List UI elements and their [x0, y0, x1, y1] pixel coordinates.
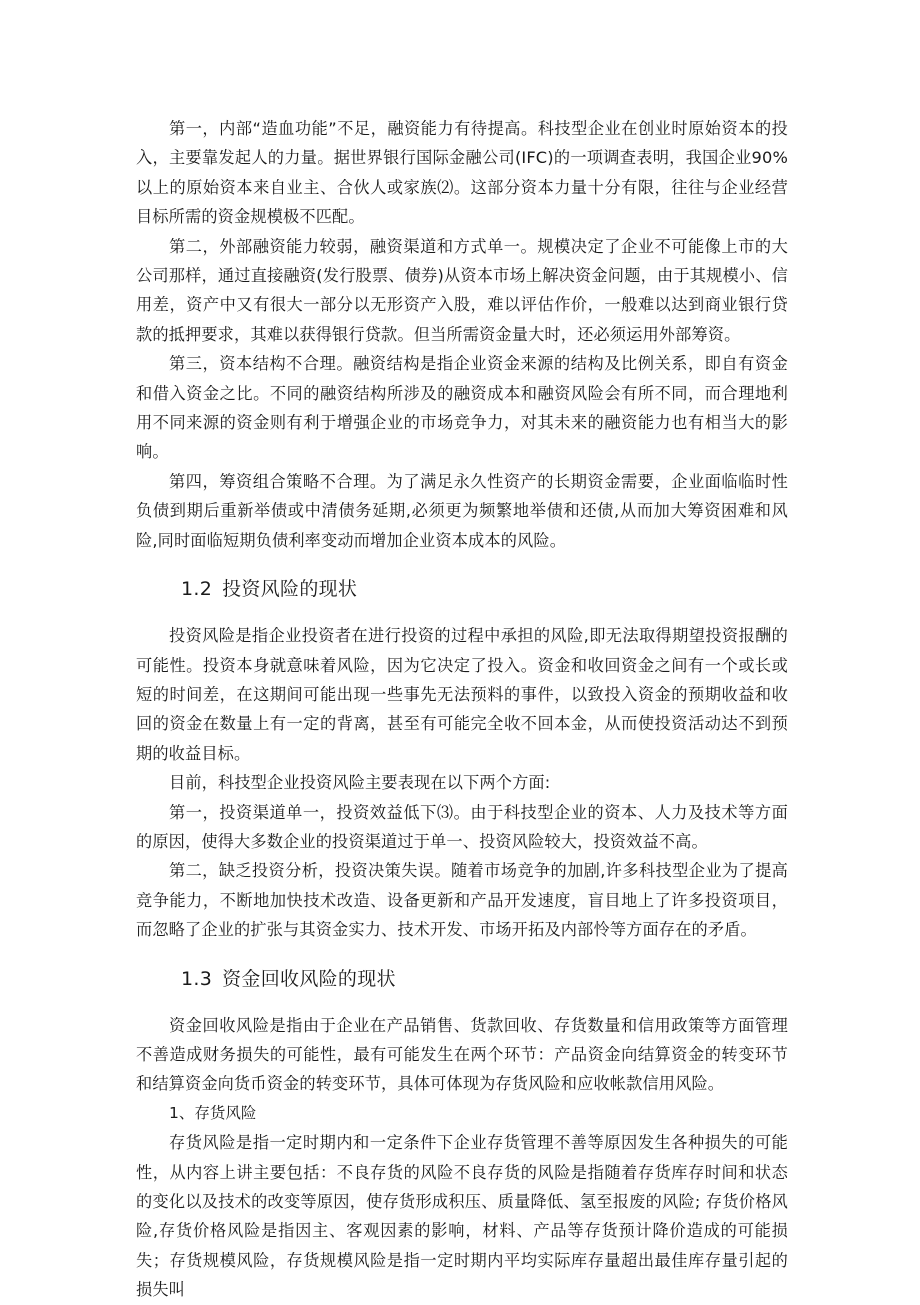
document-page: [136, 114, 788, 1305]
section-number: 1.2: [181, 578, 213, 601]
paragraph-internal-financing: 第一，内部“造血功能”不足，融资能力有待提高。科技型企业在创业时原始资本的投入，主要靠发起人的力量。据世界银行国际金融公司(IFC)的一项调查表明，我国企业90%以上的原始资本来自业主、合伙人或家族⑵。这部分资本力量十分有限，往往与企业经营目标所需的资金规模极不匹配。: [136, 119, 788, 227]
section-title: 投资风险的现状: [222, 578, 358, 601]
paragraph-investment-channel: 第一，投资渠道单一，投资效益低下⑶。由于科技型企业的资本、人力及技术等方面的原因，使得大多数企业的投资渠道过于单一、投资风险较大，投资效益不高。: [136, 802, 788, 851]
section-number: 1.3: [181, 967, 213, 990]
section-title: 资金回收风险的现状: [222, 967, 396, 990]
paragraph-inventory-risk: 存货风险是指一定时期内和一定条件下企业存货管理不善等原因发生各种损失的可能性，从内容上讲主要包括：不良存货的风险不良存货的风险是指随着存货库存时间和状态的变化以及技术的改变等原因，使存货形成积压、质量降低、氢至报废的风险; 存货价格风险,存货价格风险是指因主、客观因素的影响，材料、产品等存货预计降价造成的可能损失；存货规模风险，存货规模风险是指一定时期内平均实际库存量超出最佳库存量引起的损失叫: [136, 1133, 788, 1300]
section-heading-1-2: [181, 569, 788, 609]
paragraph-fund-recovery-risk: 资金回收风险是指由于企业在产品销售、货款回收、存货数量和信用政策等方面管理不善造成财务损失的可能性，最有可能发生在两个环节：产品资金向结算资金的转变环节和结算资金向货币资金的转变环节，具体可体现为存货风险和应收帐款信用风险。: [136, 1015, 788, 1094]
paragraph-financing-strategy: 第四，筹资组合策略不合理。为了满足永久性资产的长期资金需要，企业面临临时性负债到期后重新举债或中清债务延期,必须更为频繁地举债和还债,从而加大筹资困难和风险,同时面临短期负债利率变动而增加企业资本成本的风险。: [136, 471, 788, 550]
paragraph-investment-decision: 第二，缺乏投资分析，投资决策失误。随着市场竞争的加剧,许多科技型企业为了提高竞争能力，不断地加快技术改造、设备更新和产品开发速度，盲目地上了许多投资项目，而忽略了企业的扩张与其资金实力、技术开发、市场开拓及内部怜等方面存在的矛盾。: [136, 861, 788, 940]
subheading-inventory-risk: 1、存货风险: [169, 1103, 257, 1122]
paragraph-capital-structure: 第三，资本结构不合理。融资结构是指企业资金来源的结构及比例关系，即自有资金和借入资金之比。不同的融资结构所涉及的融资成本和融资风险会有所不同，而合理地利用不同来源的资金则有利于增强企业的市场竞争力，对其未来的融资能力也有相当大的影响。: [136, 354, 788, 462]
paragraph-investment-risk-aspects: 目前，科技型企业投资风险主要表现在以下两个方面:: [169, 773, 551, 793]
section-heading-1-3: [181, 959, 788, 999]
paragraph-investment-risk-definition: 投资风险是指企业投资者在进行投资的过程中承担的风险,即无法取得期望投资报酬的可能性。投资本身就意味着风险，因为它决定了投入。资金和收回资金之间有一个或长或短的时间差，在这期间可能出现一些事先无法预料的事件，以致投入资金的预期收益和收回的资金在数量上有一定的背离，甚至有可能完全收不回本金，从而使投资活动达不到预期的收益目标。: [136, 626, 788, 763]
paragraph-external-financing: 第二，外部融资能力较弱，融资渠道和方式单一。规模决定了企业不可能像上市的大公司那样，通过直接融资(发行股票、债券)从资本市场上解决资金问题，由于其规模小、信用差，资产中又有很大一部分以无形资产入股，难以评估作价，一般难以达到商业银行贷款的抵押要求，其难以获得银行贷款。但当所需资金量大时，还必须运用外部筹资。: [136, 236, 788, 344]
